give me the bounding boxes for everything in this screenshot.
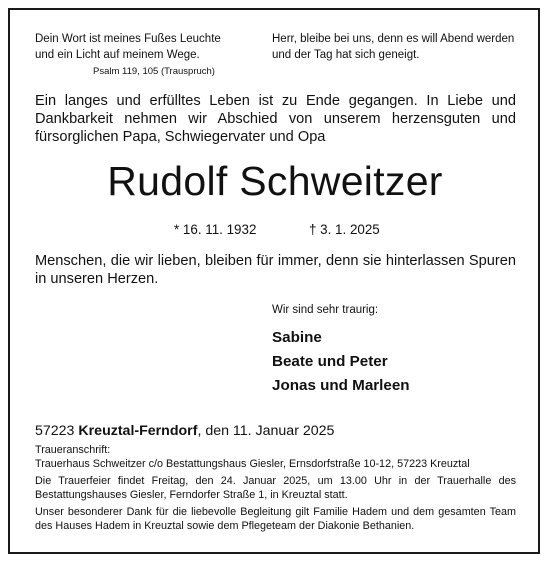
address-label: Traueranschrift:	[35, 444, 111, 456]
funeral-info: Die Trauerfeier findet Freitag, den 24. Januar 2025, um 13.00 Uhr in der Trauerhalle des Bestattungshauses Giesler, Ferndorfer Straße 1, in Kreuztal statt.	[35, 475, 516, 501]
death-date: † 3. 1. 2025	[309, 222, 380, 237]
verse-right-line-2: und der Tag hat sich geneigt.	[272, 49, 420, 61]
verse-left	[35, 31, 221, 63]
mourning-address: Trauerhaus Schweitzer c/o Bestattungshaus Giesler, Ernsdorfstraße 10-12, 57223 Kreuztal	[35, 458, 470, 470]
verse-right	[272, 31, 514, 63]
place-date-line	[35, 423, 334, 439]
postcode: 57223	[35, 423, 75, 439]
date-text: , den 11. Januar 2025	[197, 423, 335, 439]
quote-text: Menschen, die wir lieben, bleiben für immer, denn sie hinterlassen Spuren in unseren Herzen.	[35, 253, 516, 287]
mourner-name: Beate und Peter	[272, 353, 388, 370]
verse-left-line-1: Dein Wort ist meines Fußes Leuchte	[35, 33, 221, 45]
mourner-name: Jonas und Marleen	[272, 377, 410, 394]
verse-right-line-1: Herr, bleibe bei uns, denn es will Abend werden	[272, 33, 515, 45]
birth-date: * 16. 11. 1932	[174, 222, 257, 237]
mourners-heading: Wir sind sehr traurig:	[272, 304, 379, 316]
verse-reference: Psalm 119, 105 (Trauspruch)	[93, 66, 215, 77]
verse-left-line-2: und ein Licht auf meinem Wege.	[35, 49, 200, 61]
mourner-name: Sabine	[272, 329, 322, 346]
deceased-name: Rudolf Schweitzer	[107, 158, 443, 204]
intro-text: Ein langes und erfülltes Leben ist zu Ende gegangen. In Liebe und Dankbarkeit nehmen wir Abschied von unserem herzensguten und fürsorglichen Papa, Schwiegervater und Opa	[35, 93, 516, 145]
place-name: Kreuztal-Ferndorf	[78, 423, 198, 439]
thanks-info: Unser besonderer Dank für die liebevolle Begleitung gilt Familie Hadem und dem gesamten Team des Hauses Hadem in Kreuztal sowie dem Pflegeteam der Diakonie Bethanien.	[35, 506, 516, 532]
